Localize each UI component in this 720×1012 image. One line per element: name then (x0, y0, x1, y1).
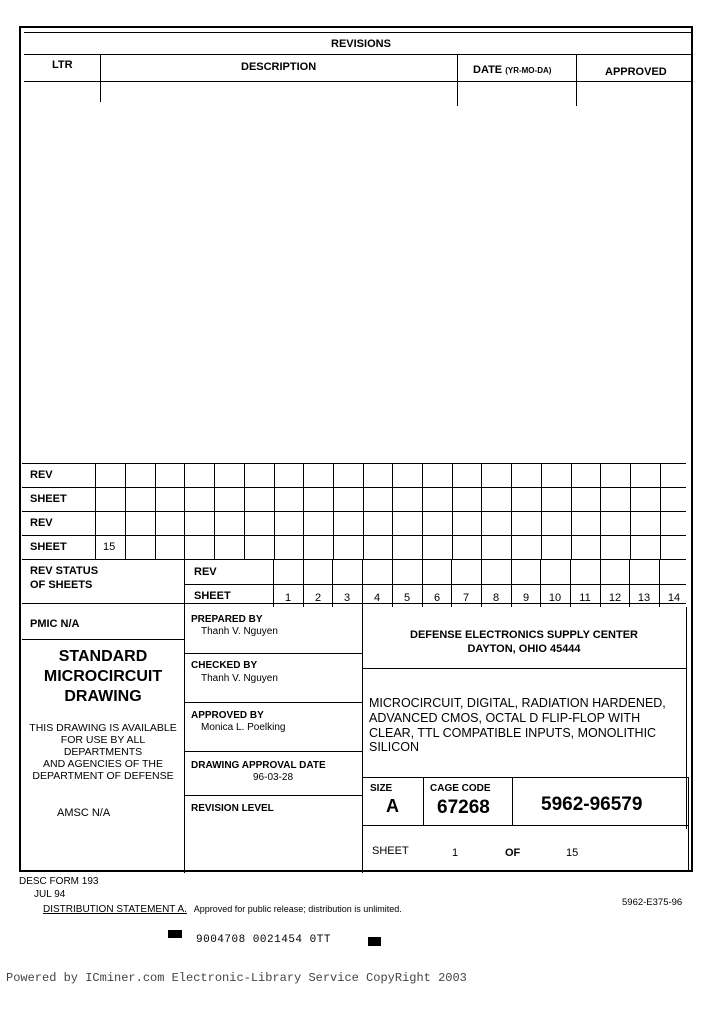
grid-row2-label: SHEET (30, 493, 67, 505)
grid-cell-line (392, 463, 393, 559)
grid-cell-line (274, 463, 275, 559)
status-divider (184, 559, 185, 873)
sheet-number-9: 9 (522, 592, 530, 604)
sheet-number-10: 10 (548, 592, 562, 604)
agency-line2: DAYTON, OHIO 45444 (467, 643, 581, 655)
sheet-number-1: 1 (284, 592, 292, 604)
sheet-number-7: 7 (462, 592, 470, 604)
date-col-line (457, 54, 458, 106)
grid-cell-line (303, 463, 304, 559)
size-label: SIZE (370, 783, 393, 794)
description-line4: SILICON (369, 740, 420, 754)
availability-line2: FOR USE BY ALL (60, 734, 146, 746)
grid-cell-line (422, 463, 423, 559)
sheet-label: SHEET (372, 845, 409, 857)
barcode-marker-left (168, 930, 182, 938)
approved-by-name: Monica L. Poelking (201, 722, 286, 733)
agency-line1: DEFENSE ELECTRONICS SUPPLY CENTER (410, 629, 638, 641)
grid-row3-label: REV (30, 517, 53, 529)
availability-line3: DEPARTMENTS (63, 746, 143, 758)
standard-title-line3: DRAWING (64, 688, 142, 705)
status-rev-label: REV (194, 566, 217, 578)
grid-cell-line (363, 463, 364, 559)
ltr-col-line (100, 54, 101, 102)
sheet-number-5: 5 (403, 592, 411, 604)
grid-cell-line (155, 463, 156, 559)
cage-code-value: 67268 (437, 797, 490, 818)
sheet-number-2: 2 (314, 592, 322, 604)
prepared-by-label: PREPARED BY (191, 614, 263, 625)
prepared-by-name: Thanh V. Nguyen (201, 626, 278, 637)
form-number: DESC FORM 193 (19, 876, 99, 887)
sheet-number-14: 14 (667, 592, 681, 604)
description-line3: CLEAR, TTL COMPATIBLE INPUTS, MONOLITHIC (369, 726, 657, 740)
size-value: A (386, 796, 399, 816)
approval-date-value: 96-03-28 (253, 772, 294, 783)
rev-status-line1: REV STATUS (30, 565, 99, 577)
sheet-number-4: 4 (373, 592, 381, 604)
grid-cell-line (214, 463, 215, 559)
grid-cell-line (511, 463, 512, 559)
revisions-divider (24, 54, 692, 55)
drawing-number: 5962-96579 (541, 794, 643, 815)
grid-cell-line (333, 463, 334, 559)
grid-cell-line (244, 463, 245, 559)
amsc-label: AMSC N/A (57, 807, 111, 819)
sheet-number-12: 12 (608, 592, 622, 604)
col-date-header (473, 65, 551, 76)
standard-title-line1: STANDARD (58, 648, 148, 665)
grid-cell-line (184, 463, 185, 559)
barcode-marker-right (368, 937, 381, 946)
pmic-label: PMIC N/A (30, 618, 80, 630)
powered-by-notice: Powered by ICminer.com Electronic-Library Service CopyRight 2003 (6, 971, 467, 985)
col-description-header: DESCRIPTION (241, 61, 317, 73)
sheet-number-11: 11 (579, 592, 591, 604)
sheet-value: 1 (452, 847, 459, 859)
of-value: 15 (566, 847, 579, 859)
checked-by-label: CHECKED BY (191, 660, 258, 671)
document-code: 5962-E375-96 (622, 897, 683, 908)
grid-cell-line (481, 463, 482, 559)
sheet-number-3: 3 (343, 592, 351, 604)
grid-cell-line (571, 463, 572, 559)
revision-level-label: REVISION LEVEL (191, 803, 274, 814)
availability-line5: DEPARTMENT OF DEFENSE (32, 770, 174, 782)
col-ltr-header: LTR (52, 59, 73, 71)
status-sheet-label: SHEET (194, 590, 231, 602)
approved-by-label: APPROVED BY (191, 710, 264, 721)
description-line2: ADVANCED CMOS, OCTAL D FLIP-FLOP WITH (369, 711, 641, 725)
grid-row4-first-value: 15 (103, 541, 116, 553)
description-line1: MICROCIRCUIT, DIGITAL, RADIATION HARDENED, (369, 696, 666, 710)
revisions-header-bottom (24, 81, 692, 82)
grid-row1-label: REV (30, 469, 53, 481)
availability-line1: THIS DRAWING IS AVAILABLE (29, 722, 177, 734)
checked-by-name: Thanh V. Nguyen (201, 673, 278, 684)
grid-cell-line (125, 463, 126, 559)
grid-cell-line (541, 463, 542, 559)
rev-status-line2: OF SHEETS (30, 579, 93, 591)
availability-line4: AND AGENCIES OF THE (43, 758, 163, 770)
form-date: JUL 94 (34, 889, 66, 900)
grid-row4-label: SHEET (30, 541, 67, 553)
grid-cell-line (630, 463, 631, 559)
sheet-number-13: 13 (637, 592, 651, 604)
grid-cell-line (660, 463, 661, 559)
grid-cell-line (600, 463, 601, 559)
approval-date-label: DRAWING APPROVAL DATE (191, 760, 326, 771)
sheet-number-8: 8 (492, 592, 500, 604)
barcode-text: 9004708 0021454 0TT (196, 934, 331, 946)
distribution-label: DISTRIBUTION STATEMENT A. (43, 904, 187, 915)
col-date-label: DATE (473, 64, 503, 76)
sheet-number-6: 6 (433, 592, 441, 604)
standard-title-line2: MICROCIRCUIT (43, 668, 163, 685)
distribution-statement (43, 905, 402, 915)
col-approved-header: APPROVED (605, 66, 667, 78)
of-label: OF (505, 847, 521, 859)
revisions-top-line (24, 32, 692, 33)
status-mid-line (184, 584, 686, 585)
cage-code-label: CAGE CODE (430, 783, 491, 794)
revisions-title: REVISIONS (331, 38, 391, 50)
approved-col-line (576, 54, 577, 106)
distribution-text: Approved for public release; distribution is unlimited. (193, 904, 402, 914)
grid-cell-line (452, 463, 453, 559)
col-date-format: (YR-MO-DA) (505, 66, 552, 75)
